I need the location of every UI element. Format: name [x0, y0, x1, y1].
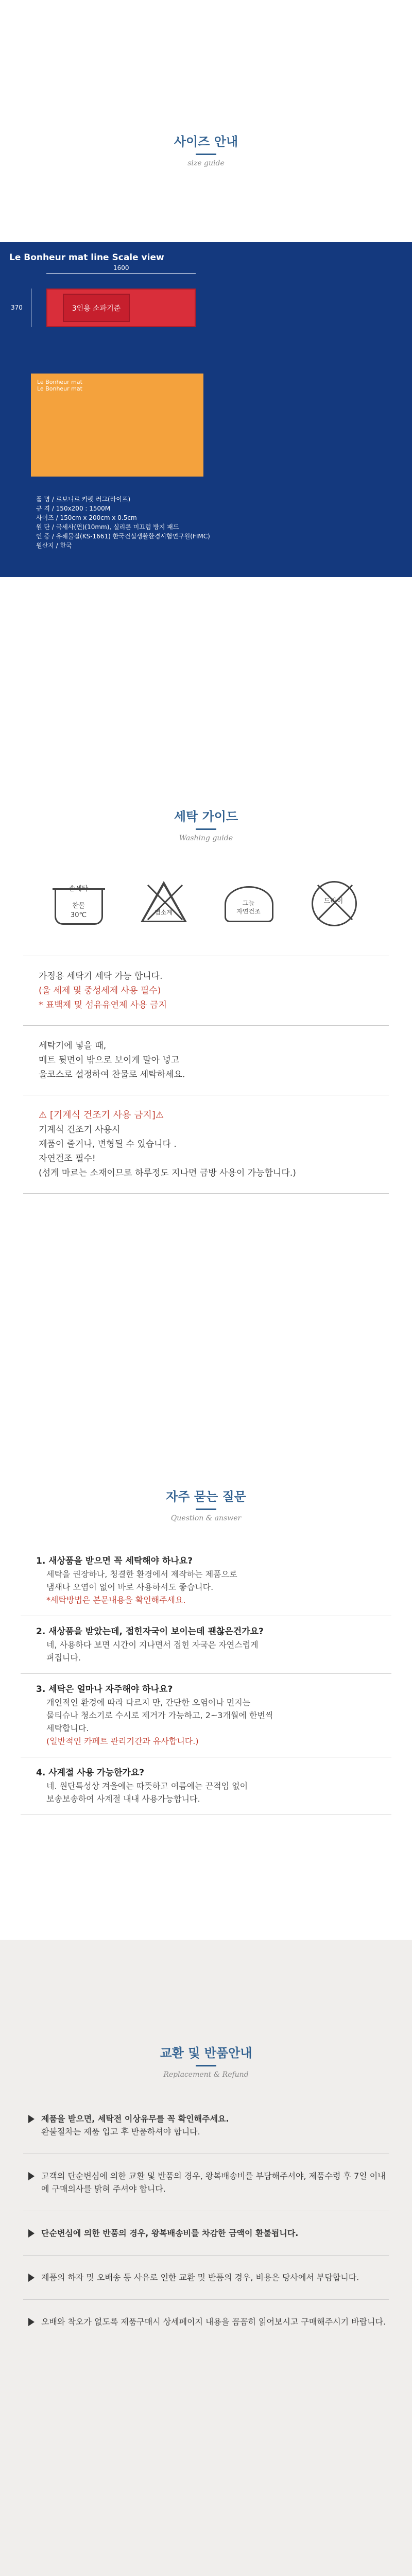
spec-line: 원 단 / 극세사(면)(10mm), 실리콘 미끄럼 방지 패드 — [36, 523, 179, 531]
hand-wash-water: 찬물 — [72, 902, 85, 910]
spec-line: 사이즈 / 150cm x 200cm x 0.5cm — [36, 514, 137, 521]
wash-text: 울코스로 설정하여 찬물로 세탁하세요. — [39, 1070, 185, 1080]
faq-list — [0, 1546, 412, 1815]
wash-instruction-1 — [23, 956, 389, 1025]
spec-line: 규 격 / 150x200 : 1500M — [36, 505, 111, 512]
exchange-subtitle: Replacement & Refund — [163, 2071, 249, 2079]
hand-wash-label: 손세탁 — [68, 885, 89, 893]
care-symbols — [0, 871, 412, 938]
exchange-item-text: 제품의 하자 및 오배송 등 사유로 인한 교환 및 반품의 경우, 비용은 당사에서 부담합니다. — [41, 2273, 359, 2282]
faq-answer-line: 세탁합니다. — [46, 1723, 89, 1733]
exchange-list — [23, 2097, 389, 2344]
spec-list — [36, 495, 210, 550]
faq-item — [21, 1546, 391, 1616]
hand-wash-detail — [50, 902, 107, 920]
exchange-item-bold: 단순변심에 의한 반품의 경우, 왕복배송비를 차감한 금액이 환불됩니다. — [41, 2228, 299, 2238]
scale-view-panel — [0, 242, 412, 577]
faq-answer-line: 세탁을 권장하나, 청결한 환경에서 제작하는 제품으로 — [46, 1569, 237, 1579]
exchange-item — [23, 2154, 389, 2211]
divider — [23, 1193, 389, 1194]
triangle-bullet-icon — [28, 2115, 35, 2123]
shade-dry-line2: 자연건조 — [236, 908, 261, 915]
triangle-bullet-icon — [28, 2274, 35, 2282]
wash-text: (섬게 마르는 소재이므로 하루정도 지나면 금방 사용이 가능합니다.) — [39, 1168, 296, 1178]
no-bleach-icon — [135, 871, 192, 938]
exchange-item-text: 고객의 단순변심에 의한 교환 및 반품의 경우, 왕복배송비를 부담해주셔야, 제품수령 후 7일 이내에 구매의사를 밝혀 주셔야 합니다. — [41, 2171, 386, 2194]
exchange-item — [23, 2097, 389, 2154]
triangle-bullet-icon — [28, 2318, 35, 2326]
faq-subtitle: Question & answer — [170, 1514, 242, 1522]
exchange-item-text: 오배와 착오가 없도록 제품구매시 상세페이지 내용을 꼼꼼히 읽어보시고 구매해주시기 바랍니다. — [41, 2317, 386, 2327]
faq-question: 2. 새상품을 받았는데, 접힌자국이 보이는데 괜찮은건가요? — [36, 1626, 264, 1637]
faq-question: 1. 새상품을 받으면 꼭 세탁해야 하나요? — [36, 1556, 193, 1566]
dryer-warning — [23, 1095, 389, 1193]
faq-item — [21, 1616, 391, 1674]
wash-text: 가정용 세탁기 세탁 가능 합니다. — [39, 971, 163, 981]
wash-detergent-note: (울 세제 및 중성세제 사용 필수) — [39, 986, 161, 996]
washing-guide-title: 세탁 가이드 — [174, 809, 238, 824]
height-dimension: 370 — [11, 304, 23, 311]
exchange-item — [23, 2211, 389, 2255]
wash-text: 매트 뒷면이 밖으로 보이게 말아 넣고 — [39, 1055, 180, 1065]
washing-guide-subtitle: Washing guide — [179, 834, 233, 842]
title-underline — [196, 154, 216, 155]
triangle-bullet-icon — [28, 2229, 35, 2238]
mat-diagram — [31, 374, 203, 477]
wash-bleach-warning: * 표백제 및 섬유유연제 사용 금지 — [39, 1000, 167, 1010]
wash-instruction-2 — [23, 1026, 389, 1095]
scale-view-title: Le Bonheur mat line Scale view — [9, 252, 164, 263]
faq-answer-line: 네, 사용하다 보면 시간이 지나면서 접힌 자국은 자연스럽게 — [46, 1640, 259, 1650]
faq-title: 자주 묻는 질문 — [166, 1489, 246, 1504]
hand-wash-temp: 30℃ — [70, 911, 87, 919]
title-underline — [196, 828, 216, 830]
faq-section — [0, 1309, 412, 1940]
dry-clean-icon — [305, 871, 362, 938]
exchange-item — [23, 2255, 389, 2299]
sofa-label: 3인용 소파기준 — [63, 294, 130, 322]
shade-dry-label — [220, 899, 277, 916]
sofa-diagram — [46, 289, 196, 327]
size-guide-section — [0, 0, 412, 577]
triangle-bullet-icon — [28, 2172, 35, 2180]
faq-question: 3. 세탁은 얼마나 자주해야 하나요? — [36, 1684, 173, 1694]
faq-question: 4. 사계절 사용 가능한가요? — [36, 1768, 145, 1778]
shade-dry-line1: 그늘 — [242, 900, 255, 907]
faq-header — [0, 1309, 412, 1522]
exchange-title: 교환 및 반품안내 — [160, 2046, 252, 2060]
faq-answer-line: 개인적인 환경에 따라 다르지 만, 간단한 오염이나 먼지는 — [46, 1698, 251, 1707]
exchange-item — [23, 2299, 389, 2344]
exchange-item-text: 환불절차는 제품 입고 후 반품하셔야 합니다. — [41, 2127, 200, 2137]
faq-answer-line: 네. 원단특성상 겨울에는 따뜻하고 여름에는 끈적임 없이 — [46, 1781, 248, 1791]
size-guide-header — [0, 0, 412, 167]
faq-answer-line: 보송보송하여 사계절 내내 사용가능합니다. — [46, 1794, 200, 1804]
exchange-refund-section — [0, 1940, 412, 2576]
washing-guide-section — [0, 577, 412, 1309]
faq-note: (일반적인 카페트 관리기간과 유사합니다.) — [46, 1736, 199, 1746]
size-guide-title: 사이즈 안내 — [174, 134, 238, 149]
hand-wash-icon — [50, 871, 107, 938]
width-dimension-line — [46, 264, 196, 274]
exchange-item-bold: 제품을 받으면, 세탁전 이상유무를 꼭 확인해주세요. — [41, 2114, 229, 2124]
faq-item — [21, 1757, 391, 1815]
faq-item — [21, 1674, 391, 1757]
faq-answer-line: 냄새나 오염이 없어 바로 사용하셔도 좋습니다. — [46, 1582, 214, 1592]
wash-text: 세탁기에 넣을 때, — [39, 1041, 107, 1051]
exchange-header — [0, 1940, 412, 2079]
size-guide-subtitle: size guide — [187, 159, 225, 167]
spec-line: 품 명 / 르보니르 카펫 러그(라이프) — [36, 496, 131, 503]
wash-text: 제품이 줄거나, 변형될 수 있습니다 . — [39, 1139, 177, 1149]
title-underline — [196, 1509, 216, 1510]
wash-text: 자연건조 필수! — [39, 1154, 96, 1164]
spec-line: 원산지 / 한국 — [36, 542, 72, 549]
dryer-warning-title: ⚠ [기계식 건조기 사용 금지]⚠ — [39, 1110, 164, 1121]
faq-answer-line: 물티슈나 청소기로 수시로 제거가 가능하고, 2~3개월에 한번씩 — [46, 1710, 273, 1720]
dry-clean-label: 드라이 — [323, 897, 344, 905]
shade-dry-icon — [220, 871, 277, 938]
mat-label: Le Bonheur mat Le Bonheur mat — [37, 379, 82, 392]
wash-text: 기계식 건조기 사용시 — [39, 1125, 121, 1135]
no-bleach-label: 염소계 — [154, 909, 173, 916]
width-dimension: 1600 — [113, 264, 129, 272]
faq-answer-line: 펴집니다. — [46, 1653, 81, 1663]
washing-guide-header — [0, 577, 412, 842]
spec-line: 인 증 / 유해물질(KS-1661) 한국건설생활환경시험연구원(FIMC) — [36, 533, 210, 540]
title-underline — [196, 2065, 216, 2066]
faq-note: *세탁방법은 본문내용을 확인해주세요. — [46, 1595, 186, 1605]
